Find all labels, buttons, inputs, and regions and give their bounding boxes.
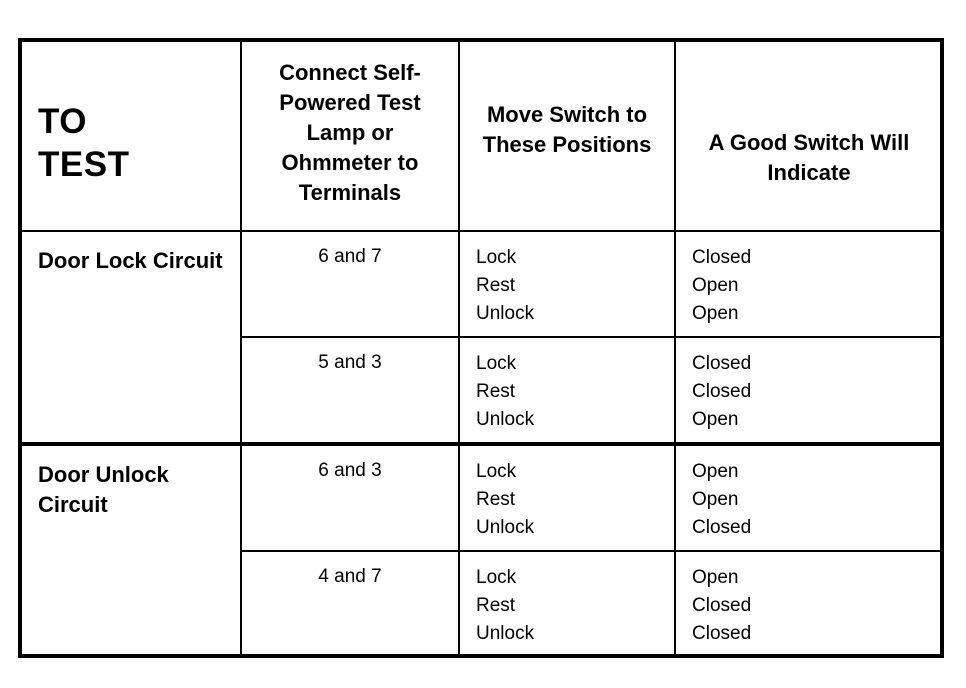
indication-item: Open (692, 460, 739, 482)
switch-position-item: Rest (476, 595, 516, 617)
circuit-label-door-lock: Door Lock Circuit (19, 231, 241, 444)
header-move-switch: Move Switch to These Positions (459, 39, 675, 231)
indication-item: Closed (692, 247, 752, 268)
indication-results (675, 337, 943, 444)
switch-positions (459, 231, 675, 337)
switch-positions (459, 444, 675, 551)
table-header-row (19, 39, 943, 231)
switch-position-item: Unlock (476, 516, 535, 538)
header-connect-terminals: Connect Self-Powered Test Lamp or Ohmmeter to Terminals (241, 39, 459, 231)
indication-item: Closed (692, 352, 752, 374)
indication-results (675, 551, 943, 657)
switch-position-item: Lock (476, 352, 517, 374)
switch-position-item: Lock (476, 460, 517, 482)
terminals-value: 6 and 7 (241, 231, 459, 337)
switch-positions (459, 551, 675, 657)
header-to-test-line1: TO (38, 102, 87, 141)
terminals-value: 6 and 3 (241, 444, 459, 551)
indication-item: Open (692, 488, 739, 510)
header-good-switch: A Good Switch Will Indicate (675, 39, 943, 231)
indication-results (675, 444, 943, 551)
header-to-test (19, 39, 241, 231)
switch-position-item: Unlock (476, 408, 535, 430)
switch-test-table (18, 38, 944, 658)
switch-position-item: Rest (476, 275, 516, 296)
switch-position-item: Rest (476, 380, 516, 402)
indication-item: Open (692, 303, 739, 324)
terminals-value: 5 and 3 (241, 337, 459, 444)
switch-position-item: Unlock (476, 303, 535, 324)
terminals-value: 4 and 7 (241, 551, 459, 657)
indication-item: Open (692, 408, 739, 430)
switch-position-item: Rest (476, 488, 516, 510)
indication-item: Closed (692, 380, 752, 402)
switch-position-item: Lock (476, 247, 517, 268)
indication-item: Open (692, 275, 739, 296)
table-row (19, 444, 943, 551)
indication-item: Closed (692, 595, 752, 617)
header-to-test-line2: TEST (38, 145, 130, 184)
indication-results (675, 231, 943, 337)
switch-position-item: Unlock (476, 623, 535, 645)
indication-item: Closed (692, 516, 752, 538)
indication-item: Closed (692, 623, 752, 645)
switch-test-table-wrapper (18, 38, 944, 658)
table-row (19, 231, 943, 337)
indication-item: Open (692, 567, 739, 589)
switch-positions (459, 337, 675, 444)
circuit-label-door-unlock: Door Unlock Circuit (19, 444, 241, 657)
switch-position-item: Lock (476, 567, 517, 589)
